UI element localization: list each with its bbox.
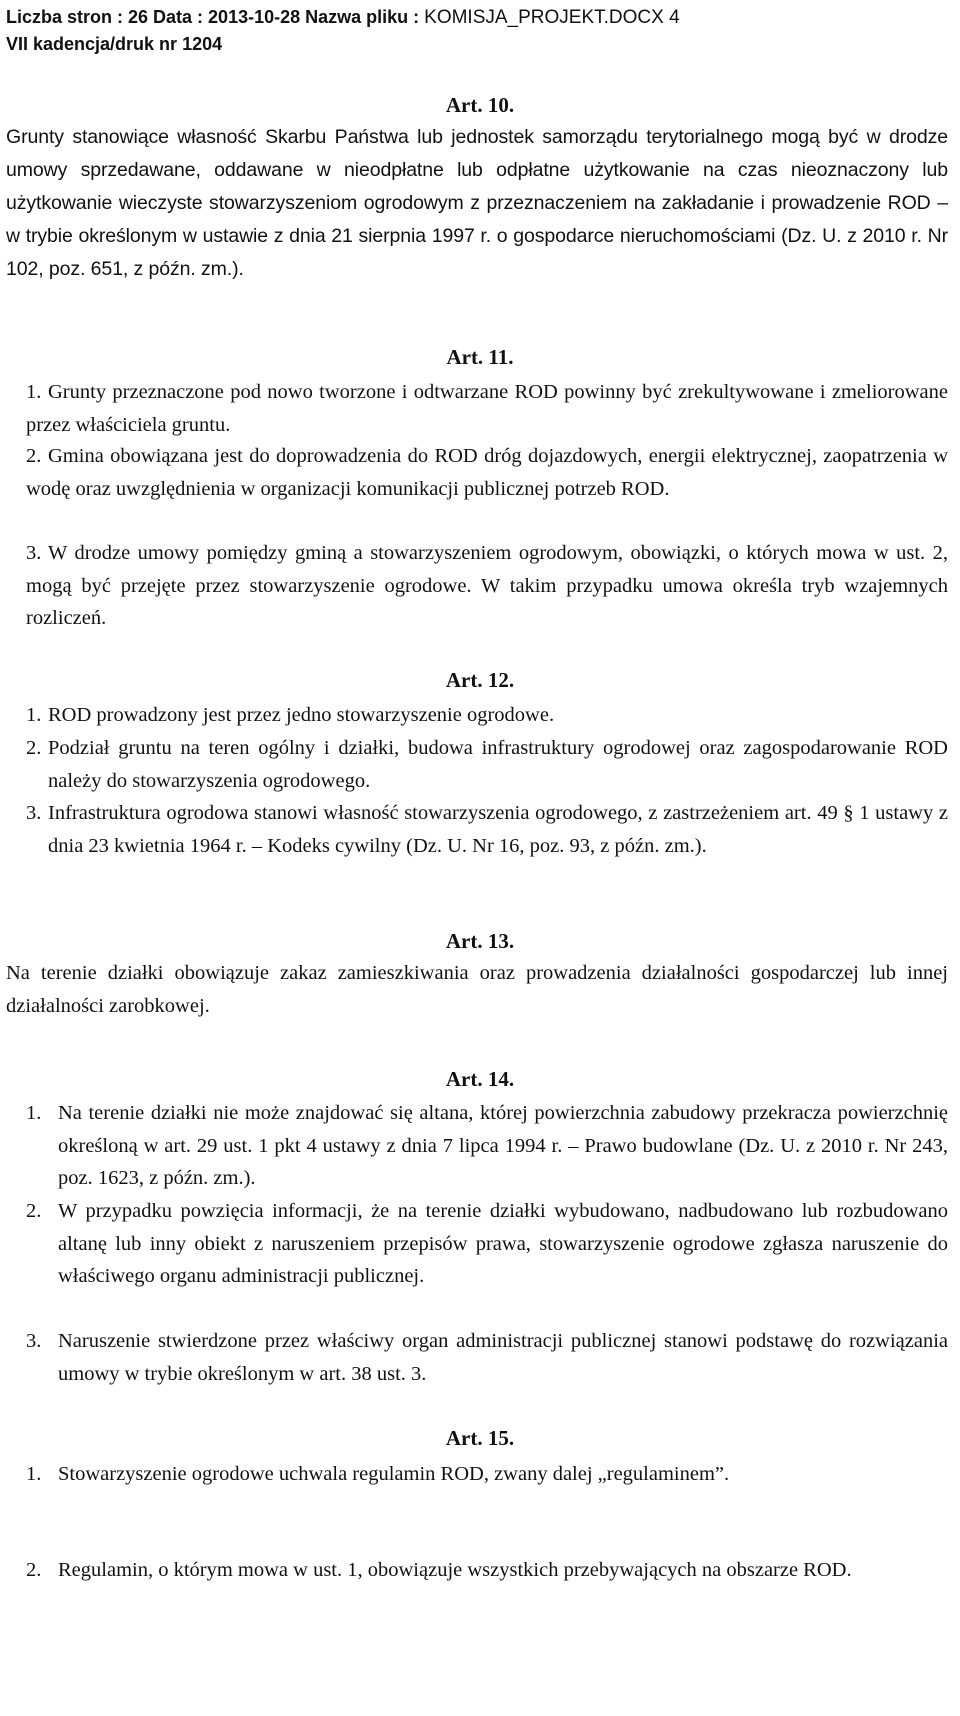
item-number: 1. (26, 1102, 42, 1124)
item-number: 3. (26, 802, 42, 824)
art-11-item-2 (26, 440, 948, 505)
item-text: Regulamin, o którym mowa w ust. 1, obowiązuje wszystkich przebywających na obszarze ROD. (58, 1559, 852, 1581)
art-12-item-3 (26, 797, 948, 862)
header-meta: Liczba stron : 26 Data : 2013-10-28 Nazwa pliku : (6, 7, 425, 27)
art-15-title: Art. 15. (445, 1426, 515, 1450)
item-number: 3. (26, 542, 42, 564)
item-text: Podział gruntu na teren ogólny i działki, budowa infrastruktury ogrodowej oraz zagospodarowanie ROD należy do stowarzyszenia ogrodowego. (48, 737, 948, 792)
item-number: 1. (26, 704, 42, 726)
art-15-item-2 (26, 1554, 948, 1587)
art-13-title: Art. 13. (445, 929, 515, 953)
art-10-text: Grunty stanowiące własność Skarbu Państwa lub jednostek samorządu terytorialnego mogą być w drodze umowy sprzedawane, oddawane w nieodpłatne lub odpłatne użytkowanie na czas nieoznaczony lub użytkowanie wieczyste stowarzyszeniom ogrodowym z przeznaczeniem na zakładanie i prowadzenie ROD – w trybie określonym w ustawie z dnia 21 sierpnia 1997 r. o gospodarce nieruchomościami (Dz. U. z 2010 r. Nr 102, poz. 651, z późn. zm.). (6, 126, 948, 280)
item-text: Grunty przeznaczone pod nowo tworzone i odtwarzane ROD powinny być zrekultywowane i zmeliorowane przez właściciela gruntu. (26, 381, 948, 436)
art-14-title: Art. 14. (445, 1067, 515, 1091)
item-text: Na terenie działki nie może znajdować się altana, której powierzchnia zabudowy przekracza powierzchnię określoną w art. 29 ust. 1 pkt 4 ustawy z dnia 7 lipca 1994 r. – Prawo budowlane (Dz. U. z 2010 r. Nr 243, poz. 1623, z późn. zm.). (58, 1102, 948, 1189)
item-text: Stowarzyszenie ogrodowe uchwala regulamin ROD, zwany dalej „regulaminem”. (58, 1463, 730, 1485)
item-number: 1. (26, 381, 42, 403)
item-number: 3. (26, 1330, 42, 1352)
item-text: ROD prowadzony jest przez jedno stowarzyszenie ogrodowe. (48, 704, 555, 726)
item-number: 2. (26, 1559, 42, 1581)
art-12-item-2 (26, 732, 948, 797)
art-11-item-3 (26, 537, 948, 635)
header-line-1 (6, 4, 946, 31)
art-12-title: Art. 12. (445, 668, 515, 692)
header-line-2: VII kadencja/druk nr 1204 (6, 34, 223, 54)
document-header (6, 4, 946, 57)
item-number: 2. (26, 1200, 42, 1222)
item-text: W drodze umowy pomiędzy gminą a stowarzyszeniem ogrodowym, obowiązki, o których mowa w ust. 2, mogą być przejęte przez stowarzyszenie ogrodowe. W takim przypadku umowa określa tryb wzajemnych rozliczeń. (26, 542, 948, 629)
art-13-text: Na terenie działki obowiązuje zakaz zamieszkiwania oraz prowadzenia działalności gospodarczej lub innej działalności zarobkowej. (6, 962, 948, 1017)
art-14-item-2 (26, 1195, 948, 1293)
art-11-item-1 (26, 376, 948, 441)
art-14-item-1 (26, 1097, 948, 1195)
item-number: 1. (26, 1463, 42, 1485)
item-number: 2. (26, 737, 42, 759)
item-text: Naruszenie stwierdzone przez właściwy organ administracji publicznej stanowi podstawę do rozwiązania umowy w trybie określonym w art. 38 ust. 3. (58, 1330, 948, 1385)
item-text: Gmina obowiązana jest do doprowadzenia do ROD dróg dojazdowych, energii elektrycznej, zaopatrzenia w wodę oraz uwzględnienia w organizacji komunikacji publicznej potrzeb ROD. (26, 445, 948, 500)
art-10-title: Art. 10. (445, 93, 515, 117)
header-filename: KOMISJA_PROJEKT.DOCX 4 (424, 7, 680, 28)
art-11-title: Art. 11. (446, 345, 514, 369)
art-14-item-3 (26, 1325, 948, 1390)
art-15-item-1 (26, 1458, 948, 1491)
item-text: W przypadku powzięcia informacji, że na terenie działki wybudowano, nadbudowano lub rozbudowano altanę lub inny obiekt z naruszeniem przepisów prawa, stowarzyszenie ogrodowe zgłasza naruszenie do właściwego organu administracji publicznej. (58, 1200, 948, 1287)
item-text: Infrastruktura ogrodowa stanowi własność stowarzyszenia ogrodowego, z zastrzeżeniem art. 49 § 1 ustawy z dnia 23 kwietnia 1964 r. – Kodeks cywilny (Dz. U. Nr 16, poz. 93, z późn. zm.). (48, 802, 948, 857)
art-12-item-1 (26, 699, 948, 732)
item-number: 2. (26, 445, 42, 467)
